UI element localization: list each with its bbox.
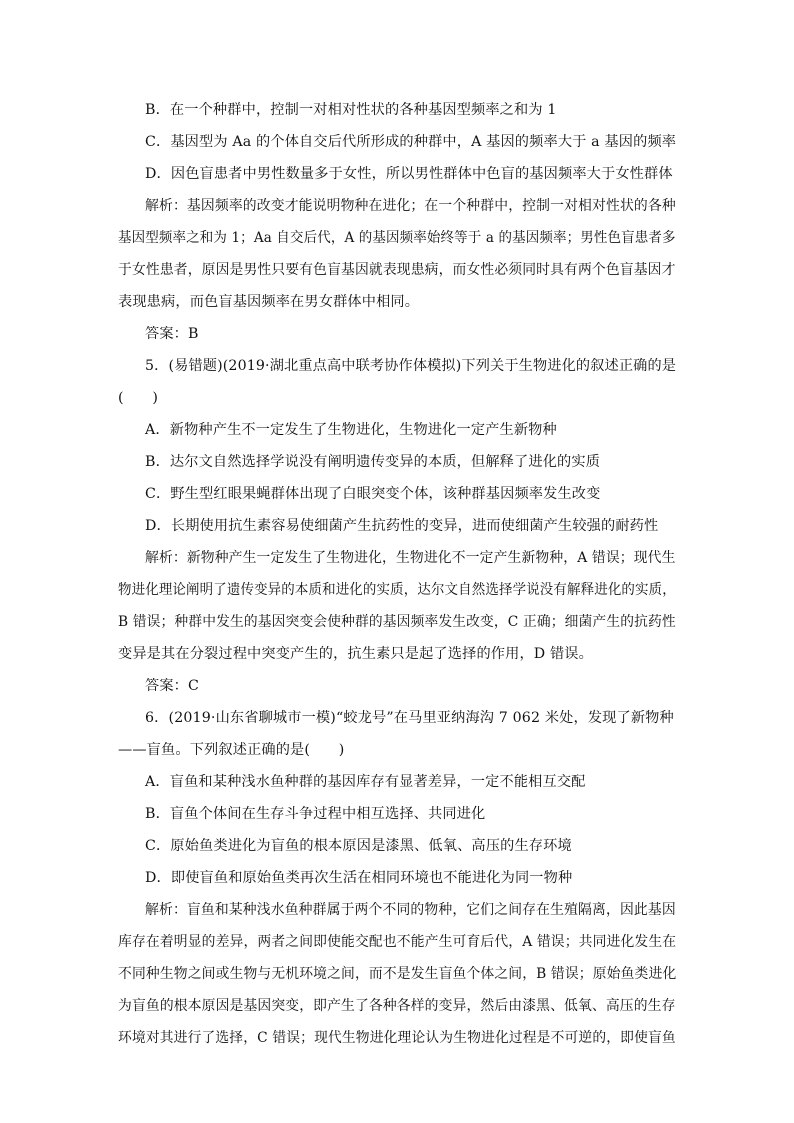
q4-analysis-line: 基因型频率之和为 1；Aa 自交后代，A 的基因频率始终等于 a 的基因频率；男性色盲患者多 xyxy=(118,230,676,246)
q6-stem: 6．(2019·山东省聊城市一模)“蛟龙号”在马里亚纳海沟 7 062 米处，发现了新物种 xyxy=(145,710,674,726)
q4-analysis-line: 解析：基因频率的改变才能说明物种在进化；在一个种群中，控制一对相对性状的各种 xyxy=(145,198,676,214)
q6-analysis-line: 解析：盲鱼和某种浅水鱼种群属于两个不同的物种，它们之间存在生殖隔离，因此基因 xyxy=(145,902,676,918)
q5-answer: 答案：C xyxy=(145,678,200,694)
q4-analysis-line: 于女性患者，原因是男性只要有色盲基因就表现患病，而女性必须同时具有两个色盲基因才 xyxy=(118,262,676,278)
q4-option-c: C．基因型为 Aa 的个体自交后代所形成的种群中，A 基因的频率大于 a 基因的频率 xyxy=(145,134,677,150)
q5-option-c: C．野生型红眼果蝇群体出现了白眼突变个体，该种群基因频率发生改变 xyxy=(145,486,601,502)
q6-analysis-line: 为盲鱼的根本原因是基因突变，即产生了各种各样的变异，然后由漆黑、低氧、高压的生存 xyxy=(118,998,676,1014)
q5-analysis-line: 解析：新物种产生一定发生了生物进化，生物进化不一定产生新物种，A 错误；现代生 xyxy=(145,550,676,566)
q6-option-d: D．即使盲鱼和原始鱼类再次生活在相同环境也不能进化为同一物种 xyxy=(145,870,573,886)
q5-stem: 5．(易错题)(2019·湖北重点高中联考协作体模拟)下列关于生物进化的叙述正确的是 xyxy=(145,358,677,374)
q5-analysis-line: B 错误；种群中发生的基因突变会使种群的基因频率发生改变，C 正确；细菌产生的抗药性 xyxy=(118,614,676,630)
q6-analysis-line: 环境对其进行了选择，C 错误；现代生物进化理论认为生物进化过程是不可逆的，即使盲鱼 xyxy=(118,1030,676,1046)
q6-stem-cont: ——盲鱼。下列叙述正确的是( ) xyxy=(118,742,345,758)
q4-answer: 答案：B xyxy=(145,326,199,342)
q5-option-d: D．长期使用抗生素容易使细菌产生抗药性的变异，进而使细菌产生较强的耐药性 xyxy=(145,518,659,534)
q4-analysis-line: 表现患病，而色盲基因频率在男女群体中相同。 xyxy=(118,294,420,310)
q6-option-a: A．盲鱼和某种浅水鱼种群的基因库存有显著差异，一定不能相互交配 xyxy=(145,774,586,790)
q6-analysis-line: 库存在着明显的差异，两者之间即使能交配也不能产生可育后代，A 错误；共同进化发生在 xyxy=(118,934,677,950)
q6-option-c: C．原始鱼类进化为盲鱼的根本原因是漆黑、低氧、高压的生存环境 xyxy=(145,838,572,854)
q5-analysis-line: 物进化理论阐明了遗传变异的本质和进化的实质，达尔文自然选择学说没有解释进化的实质， xyxy=(118,582,676,598)
q4-option-b: B．在一个种群中，控制一对相对性状的各种基因型频率之和为 1 xyxy=(145,102,557,118)
q6-option-b: B．盲鱼个体间在生存斗争过程中相互选择、共同进化 xyxy=(145,806,486,822)
q5-analysis-line: 变异是其在分裂过程中突变产生的，抗生素只是起了选择的作用，D 错误。 xyxy=(118,646,593,662)
q5-option-b: B．达尔文自然选择学说没有阐明遗传变异的本质，但解释了进化的实质 xyxy=(145,454,601,470)
q4-option-d: D．因色盲患者中男性数量多于女性，所以男性群体中色盲的基因频率大于女性群体 xyxy=(145,166,673,182)
q5-option-a: A．新物种产生不一定发生了生物进化，生物进化一定产生新物种 xyxy=(145,422,557,438)
q5-stem-blank: ( ) xyxy=(118,390,159,406)
q6-analysis-line: 不同种生物之间或生物与无机环境之间，而不是发生盲鱼个体之间，B 错误；原始鱼类进化 xyxy=(118,966,677,982)
